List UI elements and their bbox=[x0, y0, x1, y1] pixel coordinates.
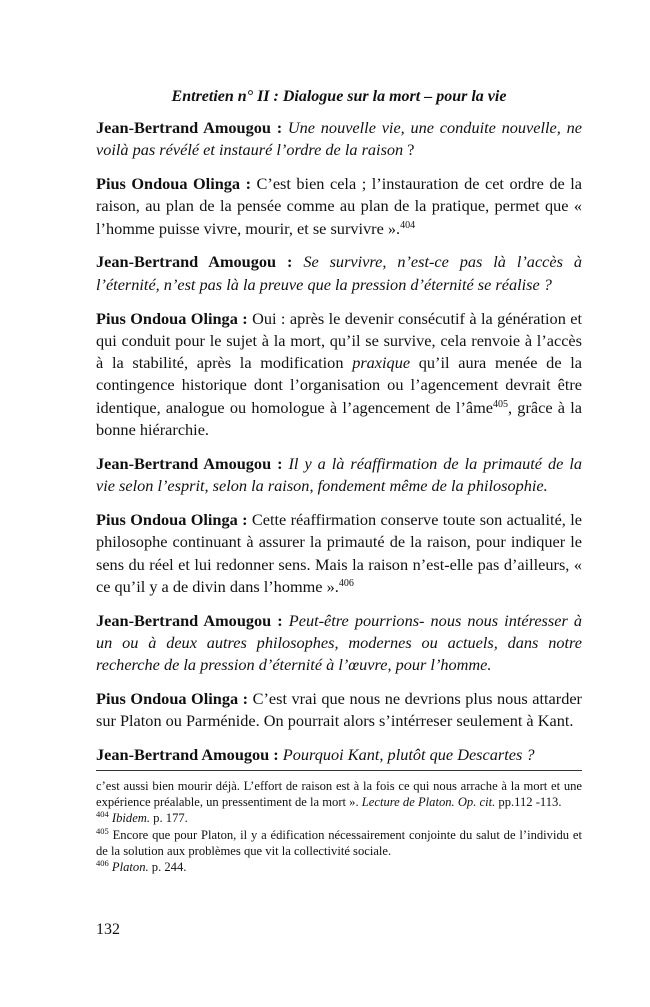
dialogue-paragraph bbox=[96, 117, 582, 162]
text-segment: c’est aussi bien mourir déjà. L’effort de raison est à la fois ce qui nous arrache à la mort et une expérience préalable, un pressentiment de la mort ». bbox=[96, 779, 582, 810]
text-segment: , grâce à la bonne hiérarchie. bbox=[96, 397, 583, 440]
text-segment: Une nouvelle vie, une conduite nouvelle, ne voilà pas révélé et instauré l’ordre de la raison bbox=[96, 118, 582, 160]
speaker-name: Jean-Bertrand Amougou : bbox=[96, 745, 283, 765]
dialogue-paragraph bbox=[96, 744, 582, 766]
text-segment: Platon. bbox=[111, 860, 149, 875]
text-segment: Cette réaffirmation conserve toute son actualité, le philosophe continuant à assurer la primauté de la raison, pour indiquer le sens du réel et lui redonner sens. Mais la raison n’est-elle pas d’ailleurs, « ce qu’il y a de divin dans l’homme ». bbox=[96, 509, 582, 596]
speaker-name: Jean-Bertrand Amougou : bbox=[96, 453, 289, 473]
text-segment: C’est bien cela ; l’instauration de cet ordre de la raison, au plan de la pensée comme au plan de la pratique, permet que « l’homme puisse vivre, mourir, et se survivre ». bbox=[96, 174, 582, 238]
speaker-name: Pius Ondoua Olinga : bbox=[96, 509, 252, 529]
footnote-ref: 405 bbox=[493, 398, 508, 410]
dialogue-paragraph bbox=[96, 610, 582, 677]
footnote bbox=[96, 827, 582, 859]
text-segment: Lecture de Platon. Op. cit. bbox=[361, 795, 496, 810]
dialogue-paragraph bbox=[96, 173, 582, 240]
running-header: Entretien n° II : Dialogue sur la mort – pour la vie bbox=[171, 88, 507, 105]
footnote-ref: 404 bbox=[400, 219, 416, 231]
page-body bbox=[96, 86, 582, 778]
footnote bbox=[96, 859, 582, 875]
dialogue bbox=[96, 117, 582, 766]
footnote-ref: 404 bbox=[96, 809, 109, 820]
footnote bbox=[96, 778, 582, 810]
text-segment: Encore que pour Platon, il y a édification nécessairement conjointe du salut de l’individu et de la solution aux problèmes que vit la collectivité sociale. bbox=[96, 827, 582, 858]
text-segment: p. 177. bbox=[150, 811, 188, 826]
text-segment: pp.112 -113. bbox=[495, 795, 562, 810]
footnote bbox=[96, 810, 582, 826]
text-segment: Ibidem. bbox=[111, 811, 151, 826]
dialogue-paragraph bbox=[96, 509, 582, 598]
text-segment: qu’il aura menée de la contingence historique dont l’organisation ou l’agencement devrait être identique, analogue ou homologue à l’agencement de l’âme bbox=[96, 353, 583, 417]
speaker-name: Jean-Bertrand Amougou : bbox=[96, 118, 288, 137]
footnote-ref: 406 bbox=[96, 858, 109, 869]
footnote-ref: 405 bbox=[96, 825, 109, 836]
text-segment: Pourquoi Kant, plutôt que Descartes ? bbox=[282, 745, 535, 765]
speaker-name: Pius Ondoua Olinga : bbox=[96, 174, 257, 194]
text-segment: Se survivre, n’est-ce pas là l’accès à l’éternité, n’est pas là la preuve que la pression d’éternité se réalise ? bbox=[96, 252, 583, 294]
speaker-name: Pius Ondoua Olinga : bbox=[96, 689, 253, 709]
footnotes bbox=[96, 778, 582, 875]
dialogue-paragraph bbox=[96, 251, 582, 296]
dialogue-paragraph bbox=[96, 308, 582, 442]
footnote-divider bbox=[96, 770, 582, 771]
speaker-name: Pius Ondoua Olinga : bbox=[96, 308, 253, 328]
page-number: 132 bbox=[96, 921, 120, 938]
text-segment: Oui : après le devenir consécutif à la génération et qui conduit pour le sujet à la mort, qu’il se survive, cela renvoie à l’accès à la stabilité, après la modification bbox=[96, 308, 582, 373]
dialogue-paragraph bbox=[96, 453, 582, 498]
text-segment: Peut-être pourrions- nous nous intéresser à un ou à deux autres philosophes, modernes ou actuels, dans notre recherche de la pression d’éternité à l’œuvre, pour l’homme. bbox=[96, 610, 582, 675]
text-segment: ? bbox=[403, 140, 415, 160]
speaker-name: Jean-Bertrand Amougou : bbox=[96, 252, 304, 272]
text-segment: C’est vrai que nous ne devrions plus nous attarder sur Platon ou Parménide. On pourrait alors s’intérreser seulement à Kant. bbox=[96, 689, 582, 731]
text-segment: Il y a là réaffirmation de la primauté de la vie selon l’esprit, selon la raison, fondement même de la philosophie. bbox=[96, 453, 583, 496]
text-segment: praxique bbox=[352, 353, 411, 373]
text-segment: p. 244. bbox=[148, 860, 187, 875]
footnote-ref: 406 bbox=[338, 577, 354, 589]
speaker-name: Jean-Bertrand Amougou : bbox=[96, 610, 289, 630]
dialogue-paragraph bbox=[96, 688, 582, 733]
